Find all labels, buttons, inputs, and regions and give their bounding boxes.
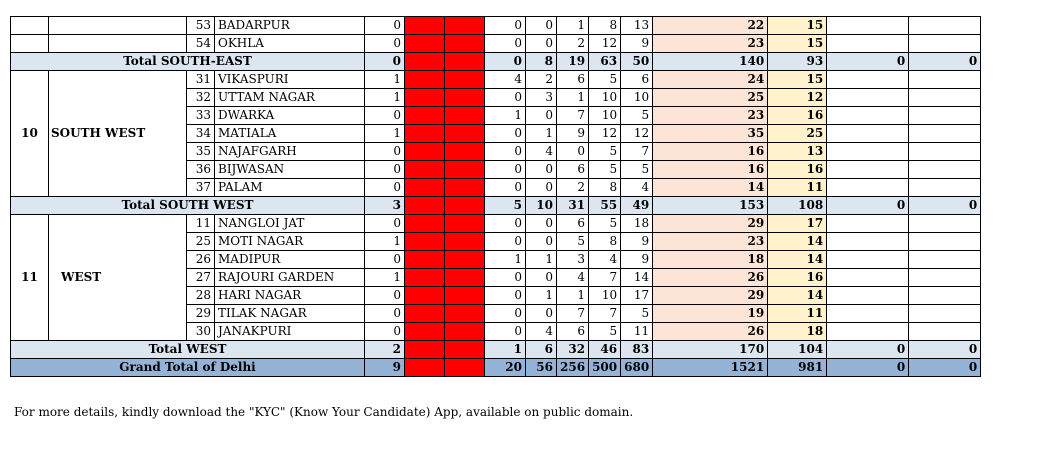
empty-cell <box>909 35 981 53</box>
highlight-cell <box>405 197 445 215</box>
value-cell: 5 <box>589 71 621 89</box>
highlight-cell <box>445 215 485 233</box>
district-no-cell <box>11 35 49 53</box>
value-cell: 5 <box>589 161 621 179</box>
highlight-cell <box>405 215 445 233</box>
value-cell: 0 <box>526 107 557 125</box>
highlight-cell <box>445 269 485 287</box>
value-cell: 7 <box>589 269 621 287</box>
value-cell: 7 <box>621 143 653 161</box>
grand-total-value: 0 <box>909 359 981 377</box>
total-label: Total SOUTH WEST <box>11 197 365 215</box>
empty-cell <box>909 305 981 323</box>
empty-cell <box>909 71 981 89</box>
empty-cell <box>827 35 909 53</box>
value-cell: 8 <box>589 17 621 35</box>
value-cell: 10 <box>589 287 621 305</box>
value-cell: 19 <box>653 305 768 323</box>
empty-cell <box>909 179 981 197</box>
total-value: 0 <box>485 53 526 71</box>
value-cell: 12 <box>768 89 827 107</box>
empty-cell <box>909 287 981 305</box>
highlight-cell <box>445 341 485 359</box>
highlight-cell <box>405 179 445 197</box>
value-cell: 0 <box>485 35 526 53</box>
value-cell: 7 <box>557 305 589 323</box>
value-cell: 2 <box>557 179 589 197</box>
value-cell: 16 <box>768 107 827 125</box>
empty-cell <box>909 251 981 269</box>
grand-total-value: 680 <box>621 359 653 377</box>
value-cell: 0 <box>365 17 405 35</box>
total-value: 32 <box>557 341 589 359</box>
total-value: 93 <box>768 53 827 71</box>
value-cell: 0 <box>365 143 405 161</box>
value-cell: 11 <box>768 305 827 323</box>
value-cell: 14 <box>768 287 827 305</box>
grand-total-value: 256 <box>557 359 589 377</box>
value-cell: 2 <box>557 35 589 53</box>
total-value: 0 <box>827 53 909 71</box>
value-cell: 15 <box>768 17 827 35</box>
value-cell: 0 <box>526 161 557 179</box>
value-cell: 18 <box>768 323 827 341</box>
value-cell: 0 <box>365 161 405 179</box>
grand-total-row <box>11 359 981 377</box>
grand-total-label: Grand Total of Delhi <box>11 359 365 377</box>
ac-number: 36 <box>187 161 215 179</box>
value-cell: 2 <box>526 71 557 89</box>
empty-cell <box>909 215 981 233</box>
highlight-cell <box>405 305 445 323</box>
empty-cell <box>909 125 981 143</box>
value-cell: 16 <box>768 161 827 179</box>
value-cell: 6 <box>557 71 589 89</box>
highlight-cell <box>445 53 485 71</box>
value-cell: 13 <box>621 17 653 35</box>
highlight-cell <box>405 359 445 377</box>
ac-name: JANAKPURI <box>215 323 365 341</box>
value-cell: 17 <box>768 215 827 233</box>
value-cell: 17 <box>621 287 653 305</box>
empty-cell <box>827 287 909 305</box>
highlight-cell <box>405 233 445 251</box>
highlight-cell <box>405 143 445 161</box>
total-value: 1 <box>485 341 526 359</box>
value-cell: 3 <box>557 251 589 269</box>
value-cell: 9 <box>621 35 653 53</box>
highlight-cell <box>445 323 485 341</box>
highlight-cell <box>445 35 485 53</box>
empty-cell <box>827 179 909 197</box>
grand-total-value: 9 <box>365 359 405 377</box>
empty-cell <box>909 143 981 161</box>
ac-number: 35 <box>187 143 215 161</box>
total-value: 19 <box>557 53 589 71</box>
district-name: WEST <box>49 215 187 341</box>
value-cell: 26 <box>653 323 768 341</box>
empty-cell <box>827 89 909 107</box>
empty-cell <box>827 233 909 251</box>
table-row <box>11 17 981 35</box>
total-value: 83 <box>621 341 653 359</box>
ac-name: NANGLOI JAT <box>215 215 365 233</box>
value-cell: 4 <box>526 143 557 161</box>
grand-total-value: 56 <box>526 359 557 377</box>
value-cell: 5 <box>589 143 621 161</box>
value-cell: 1 <box>365 269 405 287</box>
highlight-cell <box>445 287 485 305</box>
table-row <box>11 215 981 233</box>
total-value: 140 <box>653 53 768 71</box>
value-cell: 1 <box>526 125 557 143</box>
value-cell: 8 <box>589 233 621 251</box>
value-cell: 0 <box>485 89 526 107</box>
highlight-cell <box>405 35 445 53</box>
total-label: Total WEST <box>11 341 365 359</box>
empty-cell <box>909 269 981 287</box>
empty-cell <box>909 161 981 179</box>
value-cell: 4 <box>621 179 653 197</box>
value-cell: 4 <box>589 251 621 269</box>
highlight-cell <box>445 305 485 323</box>
value-cell: 18 <box>653 251 768 269</box>
value-cell: 0 <box>365 35 405 53</box>
value-cell: 23 <box>653 233 768 251</box>
value-cell: 5 <box>589 323 621 341</box>
ac-number: 26 <box>187 251 215 269</box>
empty-cell <box>827 107 909 125</box>
value-cell: 9 <box>557 125 589 143</box>
value-cell: 25 <box>768 125 827 143</box>
highlight-cell <box>405 125 445 143</box>
empty-cell <box>909 323 981 341</box>
empty-cell <box>827 17 909 35</box>
highlight-cell <box>405 323 445 341</box>
value-cell: 0 <box>485 143 526 161</box>
total-value: 46 <box>589 341 621 359</box>
value-cell: 4 <box>485 71 526 89</box>
highlight-cell <box>405 53 445 71</box>
value-cell: 15 <box>768 71 827 89</box>
value-cell: 0 <box>526 215 557 233</box>
ac-number: 25 <box>187 233 215 251</box>
value-cell: 1 <box>485 251 526 269</box>
ac-number: 27 <box>187 269 215 287</box>
empty-cell <box>827 143 909 161</box>
value-cell: 0 <box>365 323 405 341</box>
total-row <box>11 197 981 215</box>
value-cell: 4 <box>557 269 589 287</box>
empty-cell <box>827 323 909 341</box>
value-cell: 1 <box>365 89 405 107</box>
value-cell: 12 <box>589 125 621 143</box>
highlight-cell <box>445 107 485 125</box>
value-cell: 5 <box>621 305 653 323</box>
district-no-cell <box>11 17 49 35</box>
total-value: 0 <box>909 197 981 215</box>
value-cell: 0 <box>485 287 526 305</box>
value-cell: 0 <box>365 287 405 305</box>
ac-number: 53 <box>187 17 215 35</box>
value-cell: 12 <box>621 125 653 143</box>
total-value: 10 <box>526 197 557 215</box>
total-value: 104 <box>768 341 827 359</box>
value-cell: 4 <box>526 323 557 341</box>
value-cell: 14 <box>768 251 827 269</box>
total-value: 0 <box>365 53 405 71</box>
total-value: 170 <box>653 341 768 359</box>
value-cell: 16 <box>768 269 827 287</box>
ac-number: 34 <box>187 125 215 143</box>
highlight-cell <box>405 107 445 125</box>
total-value: 108 <box>768 197 827 215</box>
value-cell: 23 <box>653 107 768 125</box>
ac-number: 33 <box>187 107 215 125</box>
value-cell: 9 <box>621 251 653 269</box>
value-cell: 0 <box>485 323 526 341</box>
district-name: SOUTH WEST <box>49 71 187 197</box>
value-cell: 10 <box>621 89 653 107</box>
value-cell: 25 <box>653 89 768 107</box>
highlight-cell <box>445 197 485 215</box>
value-cell: 0 <box>485 125 526 143</box>
value-cell: 0 <box>526 233 557 251</box>
value-cell: 16 <box>653 161 768 179</box>
grand-total-value: 981 <box>768 359 827 377</box>
value-cell: 0 <box>485 215 526 233</box>
value-cell: 29 <box>653 287 768 305</box>
highlight-cell <box>405 89 445 107</box>
highlight-cell <box>445 125 485 143</box>
value-cell: 1 <box>557 89 589 107</box>
ac-number: 11 <box>187 215 215 233</box>
value-cell: 14 <box>621 269 653 287</box>
total-row <box>11 341 981 359</box>
value-cell: 6 <box>557 161 589 179</box>
ac-name: DWARKA <box>215 107 365 125</box>
empty-cell <box>827 161 909 179</box>
ac-number: 29 <box>187 305 215 323</box>
ac-name: VIKASPURI <box>215 71 365 89</box>
value-cell: 15 <box>768 35 827 53</box>
grand-total-value: 500 <box>589 359 621 377</box>
ac-name: RAJOURI GARDEN <box>215 269 365 287</box>
total-value: 31 <box>557 197 589 215</box>
total-value: 0 <box>827 197 909 215</box>
highlight-cell <box>405 251 445 269</box>
empty-cell <box>827 125 909 143</box>
ac-name: PALAM <box>215 179 365 197</box>
value-cell: 24 <box>653 71 768 89</box>
value-cell: 0 <box>365 215 405 233</box>
value-cell: 0 <box>485 161 526 179</box>
ac-name: HARI NAGAR <box>215 287 365 305</box>
value-cell: 1 <box>526 287 557 305</box>
highlight-cell <box>405 341 445 359</box>
ac-number: 54 <box>187 35 215 53</box>
value-cell: 0 <box>526 269 557 287</box>
highlight-cell <box>405 161 445 179</box>
footnote-text: For more details, kindly download the "KYC" (Know Your Candidate) App, available on public domain. <box>14 405 634 419</box>
value-cell: 0 <box>485 233 526 251</box>
ac-name: BADARPUR <box>215 17 365 35</box>
ac-number: 28 <box>187 287 215 305</box>
value-cell: 18 <box>621 215 653 233</box>
value-cell: 0 <box>365 107 405 125</box>
value-cell: 0 <box>365 305 405 323</box>
value-cell: 35 <box>653 125 768 143</box>
ac-number: 32 <box>187 89 215 107</box>
highlight-cell <box>445 251 485 269</box>
value-cell: 0 <box>485 179 526 197</box>
grand-total-value: 1521 <box>653 359 768 377</box>
value-cell: 1 <box>365 71 405 89</box>
value-cell: 5 <box>621 161 653 179</box>
value-cell: 26 <box>653 269 768 287</box>
highlight-cell <box>445 179 485 197</box>
district-number: 11 <box>11 215 49 341</box>
ac-name: MOTI NAGAR <box>215 233 365 251</box>
total-value: 63 <box>589 53 621 71</box>
ac-name: TILAK NAGAR <box>215 305 365 323</box>
highlight-cell <box>405 71 445 89</box>
district-name-cell <box>49 35 187 53</box>
ac-name: UTTAM NAGAR <box>215 89 365 107</box>
value-cell: 5 <box>621 107 653 125</box>
value-cell: 12 <box>589 35 621 53</box>
highlight-cell <box>445 71 485 89</box>
ac-number: 37 <box>187 179 215 197</box>
candidate-statistics-table <box>10 16 981 377</box>
value-cell: 6 <box>621 71 653 89</box>
highlight-cell <box>405 269 445 287</box>
total-value: 55 <box>589 197 621 215</box>
value-cell: 0 <box>365 179 405 197</box>
value-cell: 7 <box>557 107 589 125</box>
value-cell: 8 <box>589 179 621 197</box>
empty-cell <box>827 269 909 287</box>
value-cell: 11 <box>768 179 827 197</box>
total-value: 0 <box>909 53 981 71</box>
value-cell: 13 <box>768 143 827 161</box>
total-value: 0 <box>909 341 981 359</box>
total-value: 2 <box>365 341 405 359</box>
value-cell: 0 <box>485 269 526 287</box>
value-cell: 5 <box>557 233 589 251</box>
value-cell: 1 <box>557 287 589 305</box>
highlight-cell <box>445 17 485 35</box>
table-row <box>11 35 981 53</box>
ac-name: OKHLA <box>215 35 365 53</box>
grand-total-value: 20 <box>485 359 526 377</box>
value-cell: 0 <box>485 305 526 323</box>
highlight-cell <box>405 17 445 35</box>
empty-cell <box>909 89 981 107</box>
value-cell: 29 <box>653 215 768 233</box>
value-cell: 23 <box>653 35 768 53</box>
empty-cell <box>827 215 909 233</box>
empty-cell <box>909 233 981 251</box>
highlight-cell <box>445 359 485 377</box>
value-cell: 0 <box>526 179 557 197</box>
highlight-cell <box>445 89 485 107</box>
total-value: 6 <box>526 341 557 359</box>
value-cell: 0 <box>557 143 589 161</box>
value-cell: 1 <box>365 125 405 143</box>
ac-name: NAJAFGARH <box>215 143 365 161</box>
value-cell: 1 <box>485 107 526 125</box>
value-cell: 10 <box>589 107 621 125</box>
value-cell: 1 <box>557 17 589 35</box>
highlight-cell <box>445 143 485 161</box>
grand-total-value: 0 <box>827 359 909 377</box>
value-cell: 5 <box>589 215 621 233</box>
highlight-cell <box>445 161 485 179</box>
empty-cell <box>909 17 981 35</box>
value-cell: 0 <box>526 305 557 323</box>
value-cell: 9 <box>621 233 653 251</box>
highlight-cell <box>405 287 445 305</box>
value-cell: 6 <box>557 215 589 233</box>
value-cell: 0 <box>526 35 557 53</box>
value-cell: 0 <box>526 17 557 35</box>
table-row <box>11 71 981 89</box>
value-cell: 0 <box>485 17 526 35</box>
empty-cell <box>827 71 909 89</box>
value-cell: 3 <box>526 89 557 107</box>
ac-number: 30 <box>187 323 215 341</box>
total-label: Total SOUTH-EAST <box>11 53 365 71</box>
value-cell: 7 <box>589 305 621 323</box>
highlight-cell <box>445 233 485 251</box>
value-cell: 16 <box>653 143 768 161</box>
empty-cell <box>827 251 909 269</box>
value-cell: 22 <box>653 17 768 35</box>
ac-number: 31 <box>187 71 215 89</box>
value-cell: 0 <box>365 251 405 269</box>
empty-cell <box>909 107 981 125</box>
total-value: 0 <box>827 341 909 359</box>
value-cell: 1 <box>526 251 557 269</box>
ac-name: MADIPUR <box>215 251 365 269</box>
value-cell: 14 <box>653 179 768 197</box>
value-cell: 1 <box>365 233 405 251</box>
district-number: 10 <box>11 71 49 197</box>
value-cell: 14 <box>768 233 827 251</box>
total-value: 8 <box>526 53 557 71</box>
total-value: 3 <box>365 197 405 215</box>
value-cell: 6 <box>557 323 589 341</box>
total-value: 49 <box>621 197 653 215</box>
ac-name: BIJWASAN <box>215 161 365 179</box>
total-row <box>11 53 981 71</box>
total-value: 5 <box>485 197 526 215</box>
ac-name: MATIALA <box>215 125 365 143</box>
value-cell: 10 <box>589 89 621 107</box>
empty-cell <box>827 305 909 323</box>
total-value: 153 <box>653 197 768 215</box>
total-value: 50 <box>621 53 653 71</box>
value-cell: 11 <box>621 323 653 341</box>
district-name-cell <box>49 17 187 35</box>
